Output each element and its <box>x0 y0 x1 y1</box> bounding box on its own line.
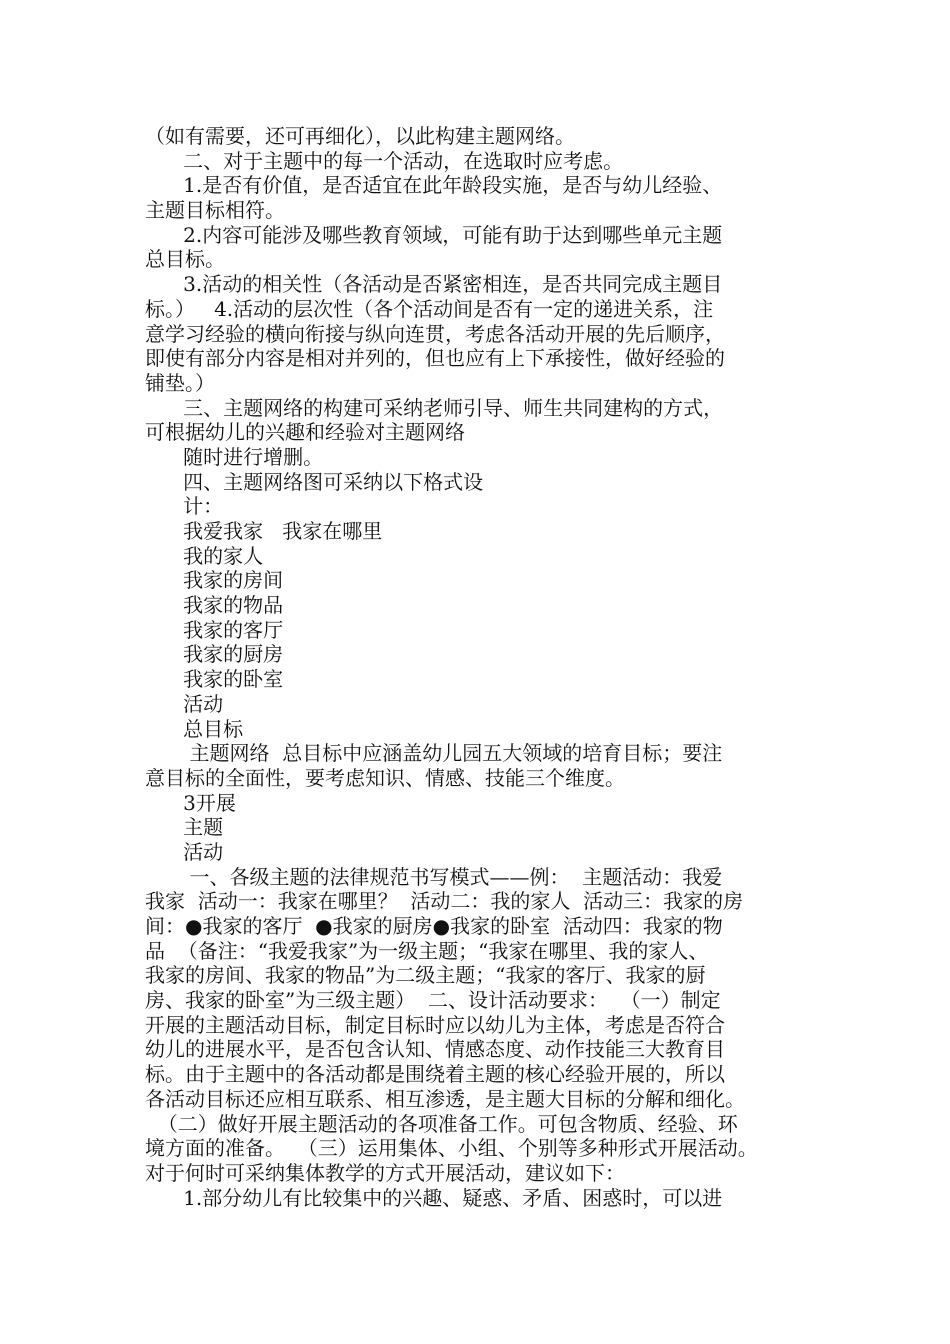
text-line: 标。） 4.活动的层次性（各个活动间是否有一定的递进关系，注 <box>145 296 714 321</box>
text-line: 主题网络 总目标中应涵盖幼儿园五大领域的培育目标；要注 <box>145 741 723 766</box>
text-line: 我家 活动一：我家在哪里？ 活动二：我的家人 活动三：我家的房 <box>145 889 744 914</box>
text-line: 我家的卧室 <box>145 667 284 692</box>
text-line: 我家的房间、我家的物品”为二级主题；“我家的客厅、我家的厨 <box>145 963 706 988</box>
text-line: （二）做好开展主题活动的各项准备工作。可包含物质、经验、环 <box>145 1111 738 1136</box>
text-line: 即使有部分内容是相对并列的，但也应有上下承接性，做好经验的 <box>145 346 725 371</box>
text-line: 总目标。 <box>145 247 225 272</box>
text-line: 幼儿的进展水平，是否包含认知、情感态度、动作技能三大教育目 <box>145 1037 725 1062</box>
text-line: 各活动目标还应相互联系、相互渗透，是主题大目标的分解和细化。 <box>145 1086 745 1111</box>
text-line: 标。由于主题中的各活动都是围绕着主题的核心经验开展的，所以 <box>145 1062 725 1087</box>
text-line: 1.部分幼儿有比较集中的兴趣、疑惑、矛盾、困惑时，可以进 <box>145 1185 723 1210</box>
text-line: 1.是否有价值，是否适宜在此年龄段实施，是否与幼儿经验、 <box>145 173 723 198</box>
text-line: 铺垫。） <box>145 370 215 395</box>
text-line: 我的家人 <box>145 543 264 568</box>
document-page <box>145 124 815 1210</box>
text-line: 房、我家的卧室”为三级主题） 二、设计活动要求： （一）制定 <box>145 988 721 1013</box>
text-line: 开展的主题活动目标，制定目标时应以幼儿为主体，考虑是否符合 <box>145 1012 725 1037</box>
text-line: 活动 <box>145 691 224 716</box>
text-line: 3.活动的相关性（各活动是否紧密相连，是否共同完成主题目 <box>145 272 723 297</box>
text-line: 四、主题网络图可采纳以下格式设 <box>145 469 484 494</box>
text-line: 境方面的准备。 （三）运用集体、小组、个别等多种形式开展活动。 <box>145 1136 758 1161</box>
text-line: 2.内容可能涉及哪些教育领域，可能有助于达到哪些单元主题 <box>145 222 723 247</box>
text-line: 意学习经验的横向衔接与纵向连贯，考虑各活动开展的先后顺序， <box>145 321 725 346</box>
text-line: 二、对于主题中的每一个活动，在选取时应考虑。 <box>145 148 624 173</box>
text-line: 计： <box>145 494 224 519</box>
text-line: 我家的客厅 <box>145 617 284 642</box>
text-line: 对于何时可采纳集体教学的方式开展活动，建议如下： <box>145 1160 625 1185</box>
text-line: 活动 <box>145 839 224 864</box>
text-line: 可根据幼儿的兴趣和经验对主题网络 <box>145 420 465 445</box>
text-line: 主题目标相符。 <box>145 198 285 223</box>
text-line: 主题 <box>145 815 224 840</box>
text-line: 3开展 <box>145 790 236 815</box>
text-line: 我爱我家 我家在哪里 <box>145 519 383 543</box>
text-line: 我家的厨房 <box>145 642 284 667</box>
text-line: 我家的房间 <box>145 568 284 593</box>
text-line: 总目标 <box>145 716 244 741</box>
text-line: 品 （备注：“我爱我家”为一级主题；“我家在哪里、我的家人、 <box>145 938 709 963</box>
text-line: 一、各级主题的法律规范书写模式——例： 主题活动：我爱 <box>145 864 723 889</box>
text-line: 我家的物品 <box>145 593 284 618</box>
text-line: （如有需要，还可再细化），以此构建主题网络。 <box>145 124 575 148</box>
text-line: 三、主题网络的构建可采纳老师引导、师生共同建构的方式， <box>145 395 724 420</box>
text-line: 意目标的全面性，要考虑知识、情感、技能三个维度。 <box>145 765 625 790</box>
text-line: 随时进行增删。 <box>145 444 324 469</box>
text-line: 间：●我家的客厅 ●我家的厨房●我家的卧室 活动四：我家的物 <box>145 914 723 938</box>
